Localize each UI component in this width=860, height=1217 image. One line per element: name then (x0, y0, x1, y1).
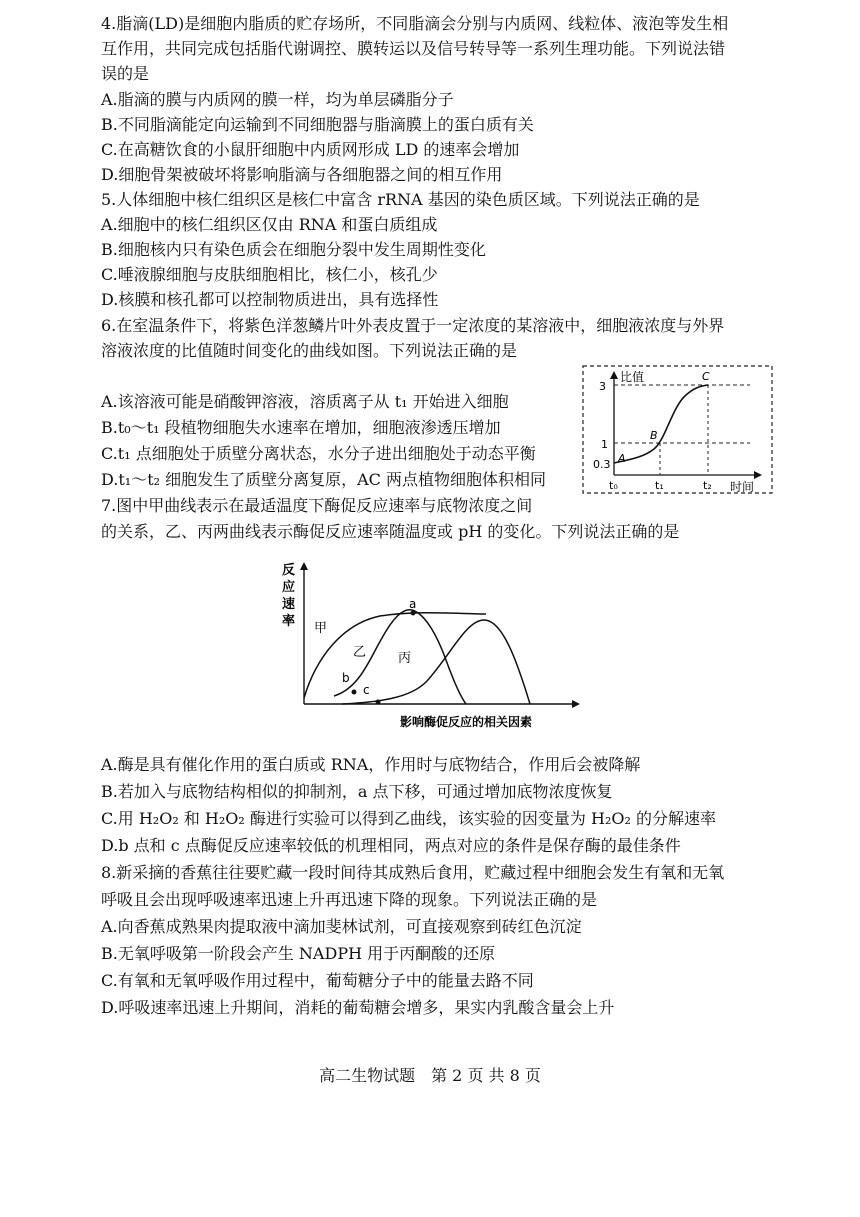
q4-option-c: C.在高糖饮食的小鼠肝细胞中内质网形成 LD 的速率会增加 (101, 140, 520, 159)
q7-stem-line-1: 7.图中甲曲线表示在最适温度下酶促反应速率与底物浓度之间 (101, 496, 533, 515)
q7-enzyme-rate-graph (270, 558, 590, 738)
q7-option-b: B.若加入与底物结构相似的抑制剂，a 点下移，可通过增加底物浓度恢复 (101, 782, 613, 801)
q6-option-d: D.t₁～t₂ 细胞发生了质壁分离复原，AC 两点植物细胞体积相同 (101, 470, 547, 489)
page-footer: 高二生物试题 第 2 页 共 8 页 (319, 1066, 541, 1085)
q4-stem-line-1: 4.脂滴(LD)是细胞内脂质的贮存场所，不同脂滴会分别与内质网、线粒体、液泡等发生相 (101, 14, 729, 33)
q7-label-jia: 甲 (314, 621, 328, 636)
q6-tick-t2: t₂ (703, 479, 712, 492)
q7-x-axis-arrow (572, 700, 580, 708)
q7-ylabel-char-2: 应 (282, 580, 296, 595)
q6-x-label: 时间 (730, 480, 755, 494)
q7-label-yi: 乙 (353, 645, 367, 660)
q6-tick-3: 3 (599, 380, 606, 393)
q4-option-d: D.细胞骨架被破坏将影响脂滴与各细胞器之间的相互作用 (101, 165, 503, 184)
q6-ratio-time-graph (582, 365, 774, 495)
q4-option-b: B.不同脂滴能定向运输到不同细胞器与脂滴膜上的蛋白质有关 (101, 115, 534, 134)
q7-curve-bing (342, 620, 530, 704)
q6-ratio-curve (614, 385, 708, 463)
q6-tick-1: 1 (601, 438, 608, 451)
q5-option-a: A.细胞中的核仁组织区仅由 RNA 和蛋白质组成 (101, 215, 438, 234)
q6-point-b: B (650, 429, 658, 442)
q4-stem-line-3: 误的是 (101, 64, 150, 83)
q4-option-a: A.脂滴的膜与内质网的膜一样，均为单层磷脂分子 (101, 90, 454, 109)
q7-curve-jia (304, 613, 486, 698)
q7-option-c: C.用 H₂O₂ 和 H₂O₂ 酶进行实验可以得到乙曲线，该实验的因变量为 H₂O₂ 的分解速率 (101, 809, 716, 828)
q5-option-c: C.唾液腺细胞与皮肤细胞相比，核仁小，核孔少 (101, 265, 438, 284)
q8-option-d: D.呼吸速率迅速上升期间，消耗的葡萄糖会增多，果实内乳酸含量会上升 (101, 998, 615, 1017)
q6-y-axis-arrow (610, 371, 618, 379)
q7-y-axis-arrow (300, 562, 308, 570)
q8-stem-line-2: 呼吸且会出现呼吸速率迅速上升再迅速下降的现象。下列说法正确的是 (101, 890, 598, 909)
q8-option-c: C.有氧和无氧呼吸作用过程中，葡萄糖分子中的能量去路不同 (101, 971, 534, 990)
q6-stem-line-1: 6.在室温条件下，将紫色洋葱鳞片叶外表皮置于一定浓度的某溶液中，细胞液浓度与外界 (101, 316, 725, 335)
q6-tick-t0: t₀ (609, 479, 618, 492)
q6-point-a: A (618, 452, 626, 465)
q6-y-label: 比值 (620, 370, 645, 384)
q6-option-a: A.该溶液可能是硝酸钾溶液，溶质离子从 t₁ 开始进入细胞 (101, 392, 509, 411)
q7-ylabel-char-4: 率 (282, 614, 296, 629)
q7-ylabel-char-1: 反 (282, 563, 296, 578)
q7-label-bing: 丙 (398, 651, 412, 666)
q4-stem-line-2: 互作用，共同完成包括脂代谢调控、膜转运以及信号转导等一系列生理功能。下列说法错 (101, 39, 726, 58)
q7-x-label: 影响酶促反应的相关因素 (400, 715, 533, 729)
q6-point-c: C (702, 370, 710, 383)
q7-point-c-dot (376, 700, 381, 705)
q7-point-a-dot (411, 611, 416, 616)
q6-option-c: C.t₁ 点细胞处于质壁分离状态，水分子进出细胞处于动态平衡 (101, 444, 536, 463)
q5-option-d: D.核膜和核孔都可以控制物质进出，具有选择性 (101, 290, 439, 309)
q6-option-b: B.t₀～t₁ 段植物细胞失水速率在增加，细胞液渗透压增加 (101, 418, 501, 437)
q7-stem-line-2: 的关系，乙、丙两曲线表示酶促反应速率随温度或 pH 的变化。下列说法正确的是 (101, 522, 680, 541)
q8-option-a: A.向香蕉成熟果肉提取液中滴加斐林试剂，可直接观察到砖红色沉淀 (101, 917, 582, 936)
q6-x-axis-arrow (754, 471, 762, 479)
q7-label-b: b (342, 671, 350, 685)
q7-point-b-dot (352, 690, 357, 695)
q7-label-a: a (409, 597, 417, 611)
q7-ylabel-char-3: 速 (282, 597, 296, 612)
q6-tick-t1: t₁ (655, 479, 664, 492)
q5-stem: 5.人体细胞中核仁组织区是核仁中富含 rRNA 基因的染色质区域。下列说法正确的是 (101, 190, 700, 209)
q7-label-c: c (363, 683, 370, 697)
q8-stem-line-1: 8.新采摘的香蕉往往要贮藏一段时间待其成熟后食用，贮藏过程中细胞会发生有氧和无氧 (101, 863, 725, 882)
q6-stem-line-2: 溶液浓度的比值随时间变化的曲线如图。下列说法正确的是 (101, 341, 518, 360)
q5-option-b: B.细胞核内只有染色质会在细胞分裂中发生周期性变化 (101, 240, 486, 259)
q7-option-d: D.b 点和 c 点酶促反应速率较低的机理相同，两点对应的条件是保存酶的最佳条件 (101, 836, 681, 855)
q6-tick-03: 0.3 (593, 458, 611, 471)
q7-option-a: A.酶是具有催化作用的蛋白质或 RNA，作用时与底物结合，作用后会被降解 (101, 755, 641, 774)
q8-option-b: B.无氧呼吸第一阶段会产生 NADPH 用于丙酮酸的还原 (101, 944, 496, 963)
